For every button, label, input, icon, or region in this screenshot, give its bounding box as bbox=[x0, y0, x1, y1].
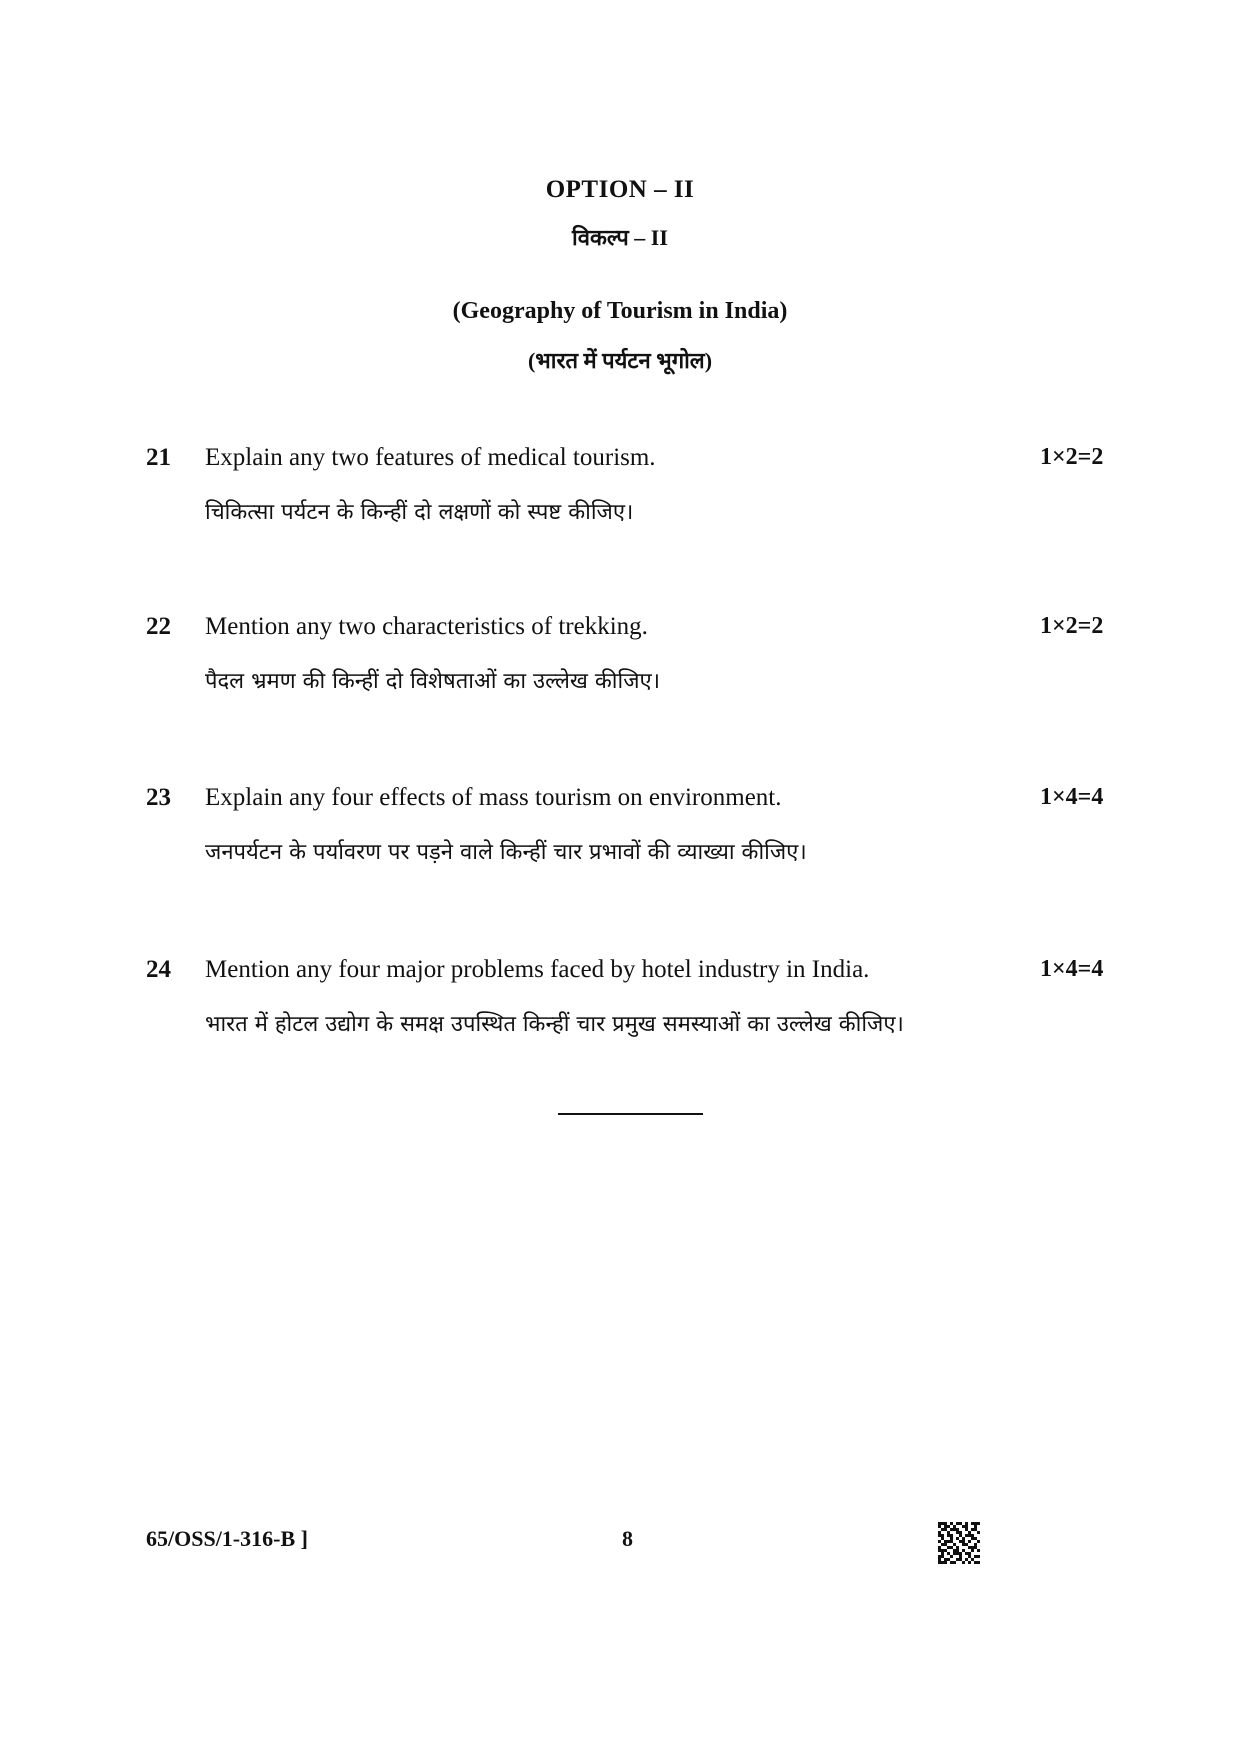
question-number: 22 bbox=[146, 613, 171, 640]
question-text-hindi: जनपर्यटन के पर्यावरण पर पड़ने वाले किन्हीं चार प्रभावों की व्याख्या कीजिए। bbox=[205, 840, 807, 865]
question-marks: 1×4=4 bbox=[1040, 784, 1104, 810]
question-text-english: Explain any two features of medical tourism. bbox=[205, 444, 656, 471]
question-21 bbox=[0, 444, 1240, 534]
question-text-english: Explain any four effects of mass tourism on environment. bbox=[205, 784, 782, 811]
question-23 bbox=[0, 784, 1240, 874]
question-24 bbox=[0, 956, 1240, 1046]
end-divider bbox=[558, 1113, 703, 1115]
question-22 bbox=[0, 613, 1240, 703]
question-text-hindi: पैदल भ्रमण की किन्हीं दो विशेषताओं का उल्लेख कीजिए। bbox=[205, 669, 661, 694]
question-text-english: Mention any two characteristics of trekking. bbox=[205, 613, 648, 640]
option-title: OPTION – II bbox=[545, 176, 695, 203]
question-text-hindi: चिकित्सा पर्यटन के किन्हीं दो लक्षणों को स्पष्ट कीजिए। bbox=[205, 500, 634, 525]
subject-title-hindi: (भारत में पर्यटन भूगोल) bbox=[527, 348, 713, 373]
question-number: 24 bbox=[146, 956, 171, 983]
question-number: 23 bbox=[146, 784, 171, 811]
question-marks: 1×2=2 bbox=[1040, 444, 1104, 470]
question-number: 21 bbox=[146, 444, 171, 471]
option-title-hindi: विकल्प – II bbox=[572, 225, 668, 250]
page-number: 8 bbox=[622, 1526, 633, 1551]
question-text-hindi: भारत में होटल उद्योग के समक्ष उपस्थित किन्हीं चार प्रमुख समस्याओं का उल्लेख कीजिए। bbox=[205, 1012, 904, 1037]
question-text-english: Mention any four major problems faced by hotel industry in India. bbox=[205, 956, 870, 983]
question-marks: 1×2=2 bbox=[1040, 613, 1104, 639]
qr-code-icon bbox=[938, 1522, 980, 1564]
subject-title: (Geography of Tourism in India) bbox=[452, 298, 788, 324]
paper-code: 65/OSS/1-316-B ] bbox=[146, 1526, 308, 1551]
question-marks: 1×4=4 bbox=[1040, 956, 1104, 982]
